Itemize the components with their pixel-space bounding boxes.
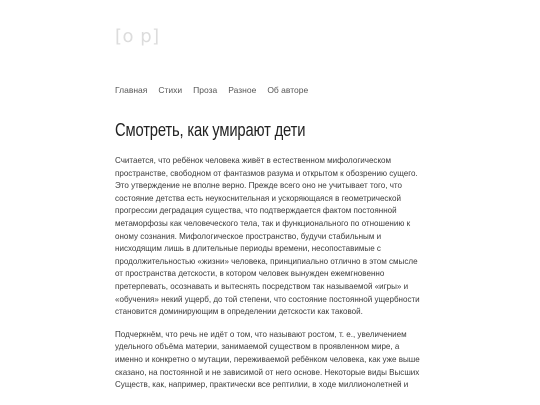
site-logo[interactable]: [o p] <box>115 26 160 47</box>
nav-item-misc[interactable]: Разное <box>228 85 257 95</box>
nav-item-home[interactable]: Главная <box>115 85 148 95</box>
article-paragraph: Считается, что ребёнок человека живёт в естественном мифологическом пространстве, свободном от фантазмов разума и открытом к обозрению сущего. Это утверждение не вполне верно. Прежде всего оно не учитывает того, что состояние детства есть неукоснительная и ускоряющаяся в геометрической прогрессии деградация существа, что подтверждается фактом постоянной метаморфозы как человеческого тела, так и функционального по отношению к оному сознания. Мифологическое пространство, будучи стабильным и нисходящим лишь в длительные периоды времени, несопоставимые с продолжительностью «жизни» человека, принципиально отлично в этом смысле от пространства детскости, в котором человек вынужден ежемгновенно претерпевать, осознавать и вытеснять посредством так называемой «игры» и «обучения» некий ущерб, до той степени, что состояние постоянной ущербности становится доминирующим в определении детскости как таковой. <box>115 156 420 317</box>
nav-item-about[interactable]: Об авторе <box>267 85 309 95</box>
article-body <box>115 155 420 402</box>
page-title: Смотреть, как умирают дети <box>115 120 306 140</box>
article-paragraph: Подчеркнём, что речь не идёт о том, что называют ростом, т. е., увеличением удельного объёма материи, занимаемой существом в проявленном мире, а именно и конкретно о мутации, переживаемой ребёнком человека, как уже выше сказано, на постоянной и не зависимой от него основе. Некоторые виды Высших Существ, как, например, практически все рептилии, в ходе миллионолетней и <box>115 329 420 390</box>
nav-item-poems[interactable]: Стихи <box>158 85 183 95</box>
nav-item-prose[interactable]: Проза <box>193 85 218 95</box>
main-nav <box>115 85 308 95</box>
